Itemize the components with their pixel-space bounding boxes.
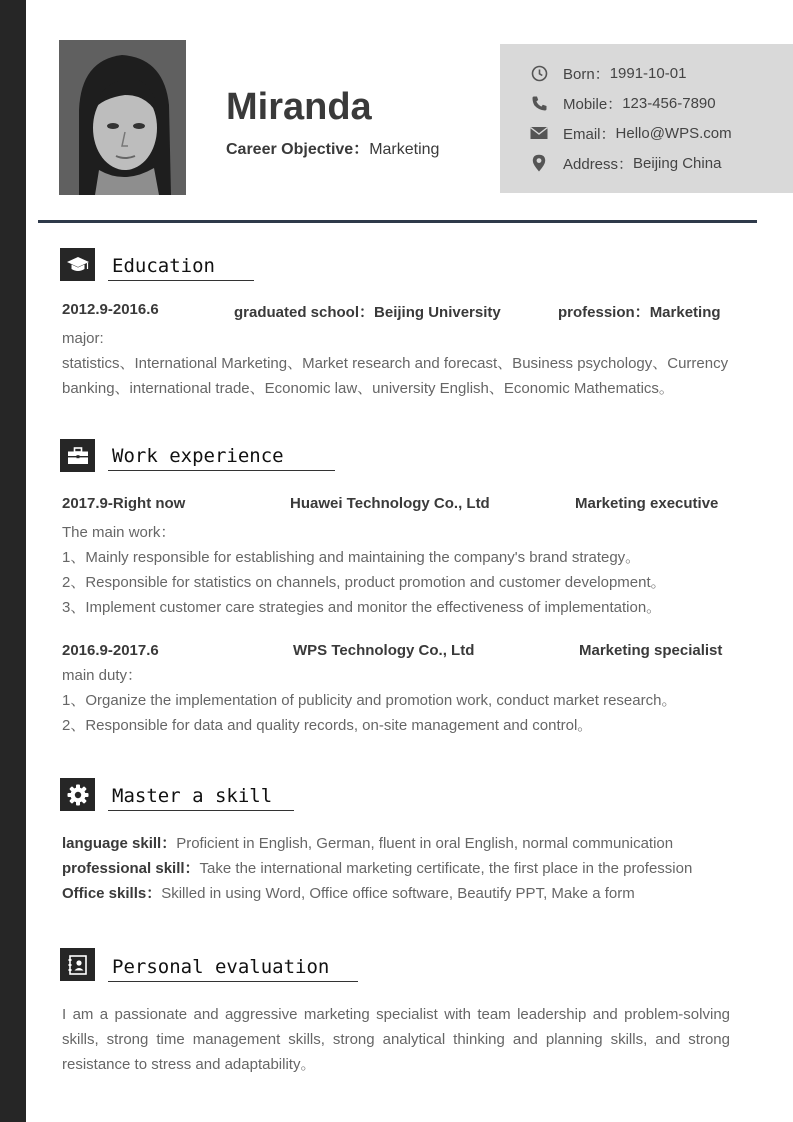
left-sidebar-bar — [0, 0, 26, 1122]
section-title-skills: Master a skill — [108, 783, 294, 811]
career-objective — [226, 136, 439, 159]
job-duty-item: 1、Organize the implementation of publicity and promotion work, conduct market research。 — [62, 692, 677, 709]
job-duty-item: 2、Responsible for data and quality records, on-site management and control。 — [62, 717, 593, 734]
section-title-evaluation: Personal evaluation — [108, 954, 358, 982]
contact-row-born — [530, 63, 686, 83]
job-duty-label: The main work： — [62, 524, 176, 541]
skill-professional — [62, 859, 692, 879]
job-duty-label: main duty： — [62, 667, 143, 684]
profession-value: Marketing — [649, 304, 721, 321]
major-label: major: — [62, 330, 104, 347]
school-label: graduated school： — [234, 304, 375, 321]
profile-card-icon — [60, 948, 95, 981]
evaluation-text: I am a passionate and aggressive marketing specialist with team leadership and problem-solving skills, strong time management skills, strong analytical thinking and planning skills, and strong resistance to stress and adaptability。 — [62, 1006, 730, 1073]
job-duty-item: 1、Mainly responsible for establishing and maintaining the company's brand strategy。 — [62, 549, 641, 566]
contact-value: 123-456-7890 — [622, 94, 716, 112]
contact-value: 1991-10-01 — [609, 64, 687, 82]
job-date: 2017.9-Right now — [62, 495, 186, 512]
contact-value: Beijing China — [633, 154, 722, 172]
job-position: Marketing specialist — [579, 642, 723, 659]
contact-label: Address： — [563, 155, 634, 173]
profile-photo — [59, 40, 186, 195]
mail-icon — [530, 124, 548, 142]
clock-icon — [530, 64, 548, 82]
graduation-cap-icon — [60, 248, 95, 281]
education-school — [234, 301, 501, 322]
job-company: Huawei Technology Co., Ltd — [290, 495, 490, 512]
contact-row-mobile — [530, 93, 716, 113]
skill-label: Office skills： — [62, 885, 162, 902]
skill-value: Skilled in using Word, Office office software, Beautify PPT, Make a form — [161, 885, 635, 902]
contact-row-address — [530, 153, 721, 173]
job-duty-item: 3、Implement customer care strategies and monitor the effectiveness of implementation。 — [62, 599, 662, 616]
skill-value: Proficient in English, German, fluent in oral English, normal communication — [176, 835, 674, 852]
school-name: Beijing University — [374, 304, 501, 321]
gear-icon — [60, 778, 95, 811]
contact-label: Email： — [563, 125, 616, 143]
education-profession — [558, 301, 721, 322]
section-title-work-experience: Work experience — [108, 443, 335, 471]
section-title-education: Education — [108, 253, 254, 281]
contact-label: Mobile： — [563, 95, 623, 113]
job-company: WPS Technology Co., Ltd — [293, 642, 475, 659]
contact-label: Born： — [563, 65, 610, 83]
skill-label: language skill： — [62, 835, 177, 852]
major-line: banking、international trade、Economic law、university English、Economic Mathematics。 — [62, 380, 674, 397]
profession-label: profession： — [558, 304, 650, 321]
phone-icon — [530, 94, 548, 112]
skill-label: professional skill： — [62, 860, 200, 877]
skill-value: Take the international marketing certificate, the first place in the profession — [199, 860, 693, 877]
job-position: Marketing executive — [575, 495, 719, 512]
objective-label: Career Objective： — [226, 141, 370, 158]
candidate-name: Miranda — [226, 86, 372, 128]
education-date: 2012.9-2016.6 — [62, 301, 159, 318]
header-divider — [38, 220, 757, 223]
major-line: statistics、International Marketing、Market research and forecast、Business psychology、Currency — [62, 355, 729, 372]
location-pin-icon — [530, 154, 548, 172]
job-date: 2016.9-2017.6 — [62, 642, 159, 659]
job-duty-item: 2、Responsible for statistics on channels, product promotion and customer development。 — [62, 574, 666, 591]
briefcase-icon — [60, 439, 95, 472]
skill-office — [62, 884, 635, 904]
contact-row-email — [530, 123, 732, 143]
objective-value: Marketing — [369, 141, 440, 158]
skill-language — [62, 834, 673, 854]
contact-info-box — [500, 44, 793, 193]
contact-value: Hello@WPS.com — [615, 124, 732, 142]
